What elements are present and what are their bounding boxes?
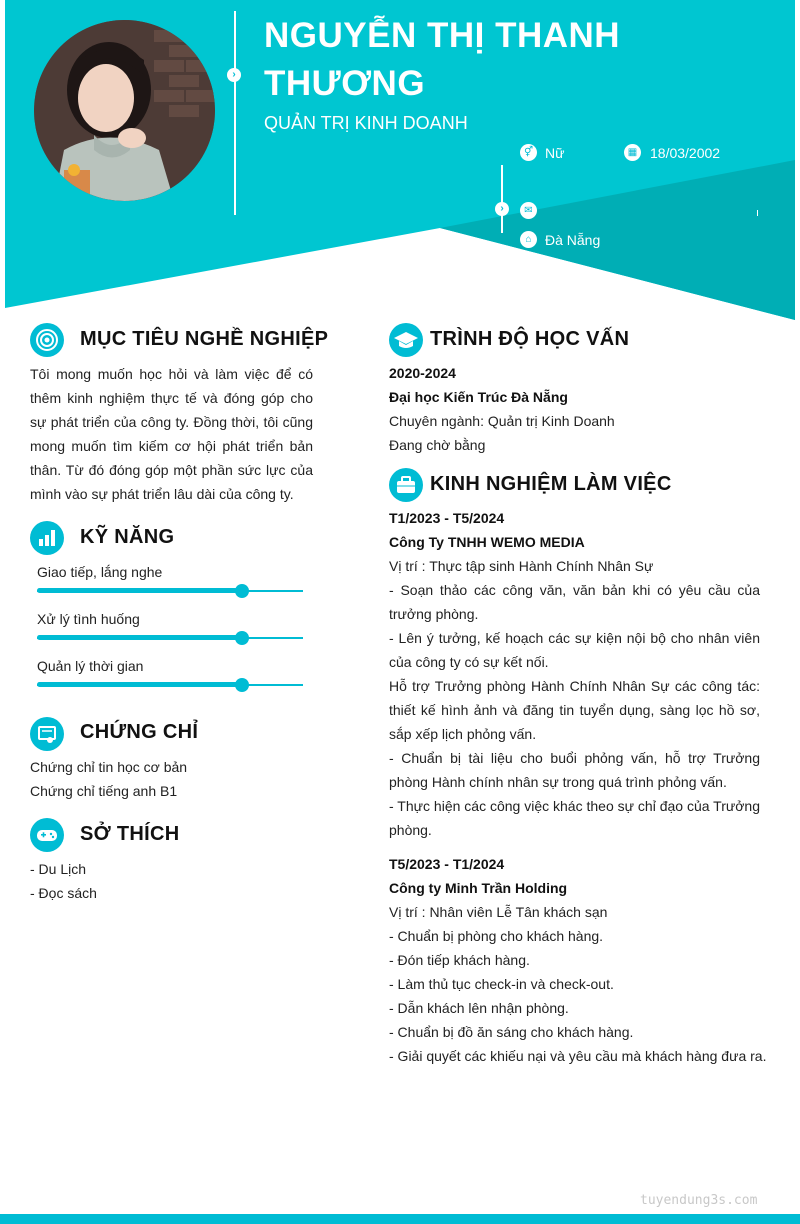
chevron-right-icon: ›	[227, 68, 241, 82]
avatar	[34, 20, 215, 201]
job-position: Vị trí : Thực tập sinh Hành Chính Nhân Sự	[389, 558, 654, 574]
job-duty: - Chuẩn bị đồ ăn sáng cho khách hàng.	[389, 1024, 634, 1040]
education-school: Đại học Kiến Trúc Đà Nẵng	[389, 389, 568, 405]
skill-label: Quản lý thời gian	[37, 658, 144, 674]
job-duty: - Lên ý tưởng, kế hoạch các sự kiện nội bộ cho nhân viên của công ty có sự kết nối.	[389, 630, 760, 670]
watermark: tuyendung3s.com	[640, 1193, 758, 1208]
education-title: TRÌNH ĐỘ HỌC VẤN	[430, 328, 630, 350]
skill-label: Xử lý tình huống	[37, 611, 140, 627]
skill-knob	[235, 631, 249, 645]
objective-text: Tôi mong muốn học hỏi và làm việc để có thêm kinh nghiệm thực tế và đóng góp cho sự phát triển của công ty. Đồng thời, tôi cũng mong muốn tìm kiếm cơ hội phát triển bản thân. Từ đó đóng góp một phần sức lực của mình vào sự phát triển lâu dài của công ty.	[30, 366, 313, 502]
target-icon	[30, 323, 64, 357]
calendar-icon: ▦	[624, 144, 641, 161]
skills-title: KỸ NĂNG	[80, 526, 175, 548]
header-divider	[234, 11, 236, 215]
skill-fill	[37, 635, 242, 640]
education-period: 2020-2024	[389, 365, 456, 381]
objective-title: MỤC TIÊU NGHỀ NGHIỆP	[80, 328, 329, 350]
job-position: Vị trí : Nhân viên Lễ Tân khách sạn	[389, 904, 608, 920]
gender-icon: ⚥	[520, 144, 537, 161]
bar-chart-icon	[30, 521, 64, 555]
name-line-1: NGUYỄN THỊ THANH	[264, 16, 621, 55]
certificate-item: Chứng chỉ tiếng anh B1	[30, 783, 178, 799]
job-duty: - Soạn thảo các công văn, văn bản khi có yêu cầu của trưởng phòng.	[389, 582, 760, 622]
chevron-right-icon: ›	[495, 202, 509, 216]
experience-title: KINH NGHIỆM LÀM VIỆC	[430, 473, 672, 495]
hobbies-title: SỞ THÍCH	[80, 823, 180, 845]
skill-knob	[235, 678, 249, 692]
info-divider	[501, 165, 503, 233]
briefcase-icon	[389, 468, 423, 502]
education-major: Chuyên ngành: Quản trị Kinh Doanh	[389, 413, 615, 429]
job-duty: - Chuẩn bị tài liệu cho buổi phỏng vấn, hỗ trợ Trưởng phòng Hành chính nhân sự trong quá trình phỏng vấn.	[389, 750, 760, 790]
address-value: Đà Nẵng	[545, 232, 601, 248]
divider-tick	[757, 210, 758, 216]
skill-bar	[37, 684, 303, 686]
job-duty: Hỗ trợ Trưởng phòng Hành Chính Nhân Sự các công tác: thiết kế hình ảnh và đăng tin tuyển dụng, sàng lọc hồ sơ, sắp xếp lịch phỏng vấn.	[389, 678, 760, 742]
gamepad-icon	[30, 818, 64, 852]
skill-knob	[235, 584, 249, 598]
job-duty: - Dẫn khách lên nhận phòng.	[389, 1000, 569, 1016]
job-duty: - Giải quyết các khiếu nại và yêu cầu mà khách hàng đưa ra.	[389, 1048, 767, 1064]
skill-bar	[37, 590, 303, 592]
certificates-title: CHỨNG CHỈ	[80, 721, 199, 743]
job-duty: - Chuẩn bị phòng cho khách hàng.	[389, 928, 604, 944]
graduation-cap-icon	[389, 323, 423, 357]
job-period: T1/2023 - T5/2024	[389, 510, 505, 526]
job-duty: - Làm thủ tục check-in và check-out.	[389, 976, 614, 992]
candidate-role: QUẢN TRỊ KINH DOANH	[264, 113, 468, 133]
candidate-name	[264, 12, 684, 108]
job-period: T5/2023 - T1/2024	[389, 856, 505, 872]
email-icon: ✉	[520, 202, 537, 219]
gender-value: Nữ	[545, 145, 565, 161]
hobby-item: - Du Lịch	[30, 861, 87, 877]
certificate-item: Chứng chỉ tin học cơ bản	[30, 759, 188, 775]
footer-bar	[0, 1214, 800, 1224]
birthday-value: 18/03/2002	[650, 145, 721, 161]
home-icon: ⌂	[520, 231, 537, 248]
education-status: Đang chờ bằng	[389, 437, 486, 453]
skill-bar	[37, 637, 303, 639]
certificate-icon	[30, 717, 64, 751]
name-line-2: THƯƠNG	[264, 64, 426, 103]
skill-fill	[37, 682, 242, 687]
skill-fill	[37, 588, 242, 593]
job-company: Công ty Minh Trần Holding	[389, 880, 568, 896]
skill-label: Giao tiếp, lắng nghe	[37, 564, 163, 580]
job-duty: - Đón tiếp khách hàng.	[389, 952, 530, 968]
job-company: Công Ty TNHH WEMO MEDIA	[389, 534, 585, 550]
hobby-item: - Đọc sách	[30, 885, 97, 901]
job-duty: - Thực hiện các công việc khác theo sự chỉ đạo của Trưởng phòng.	[389, 798, 760, 838]
